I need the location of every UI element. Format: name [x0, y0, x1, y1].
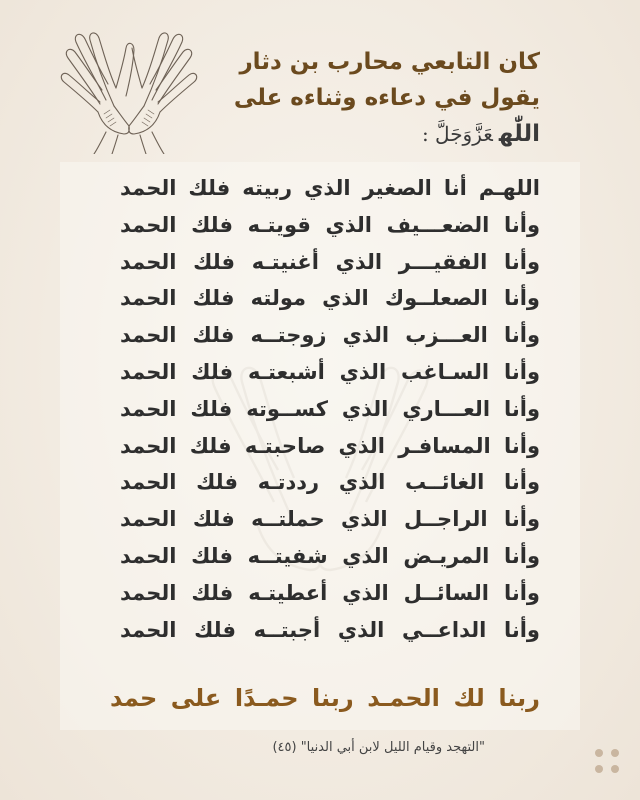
supplication-line: وأنا الصعلــوك الذي مولته فلك الحمد: [120, 286, 540, 311]
praying-hands-icon: [44, 14, 214, 154]
supplication-line: وأنا الضعـــيف الذي قويتـه فلك الحمد: [120, 212, 540, 237]
intro-heading: [210, 44, 540, 152]
supplication-line: وأنا الراجــل الذي حملتــه فلك الحمد: [120, 507, 540, 532]
closing-praise: ربنا لك الحمـد ربنا حمـدًا على حمد: [110, 684, 540, 712]
supplication-line: وأنا الفقيـــر الذي أغنيتـه فلك الحمد: [120, 249, 540, 274]
source-citation: "التهجد وقيام الليل لابن أبي الدنيا" (٤٥): [272, 740, 485, 755]
divine-name: اللّٰه: [498, 121, 540, 147]
supplication-line: اللهـم أنا الصغير الذي ربيته فلك الحمد: [120, 176, 540, 200]
intro-line-1: كان التابعي محارب بن دثار: [239, 49, 540, 75]
supplication-line: وأنا السـاغب الذي أشبعتـه فلك الحمد: [120, 359, 540, 384]
four-dots-icon: [594, 748, 620, 774]
intro-line-3: [210, 116, 540, 152]
supplication-line: وأنا السائــل الذي أعطيتـه فلك الحمد: [120, 580, 540, 605]
intro-line-2: يقول في دعاءه وثناءه على: [233, 85, 540, 111]
supplication-line: وأنا المريـض الذي شفيتــه فلك الحمد: [120, 543, 540, 568]
supplication-line: وأنا العـــاري الذي كســوته فلك الحمد: [120, 396, 540, 421]
supplication-line: وأنا العـــزب الذي زوجتــه فلك الحمد: [120, 323, 540, 348]
supplication-line: وأنا الداعــي الذي أجبتــه فلك الحمد: [120, 617, 540, 642]
supplication-line: وأنا المسافـر الذي صاحبتـه فلك الحمد: [120, 433, 540, 458]
supplication-line: وأنا الغائــب الذي رددتـه فلك الحمد: [120, 470, 540, 495]
supplication-list: [120, 170, 540, 648]
divine-honorific: عَزَّوَجَلَّ :: [421, 122, 493, 146]
